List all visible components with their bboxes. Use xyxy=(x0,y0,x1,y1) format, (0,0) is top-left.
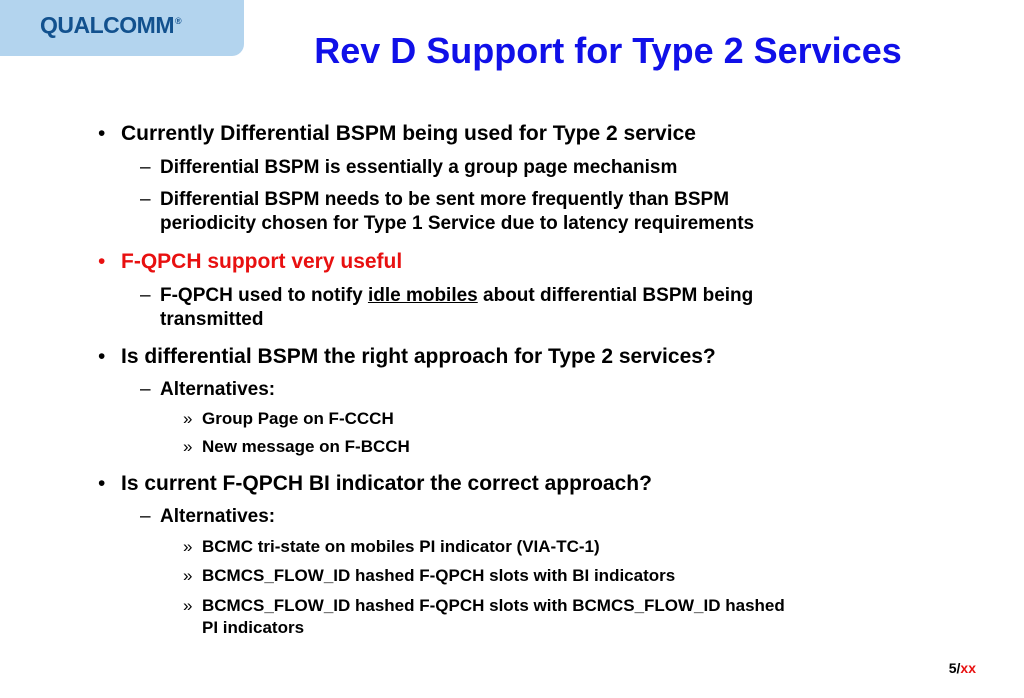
bullet-2-text: F-QPCH support very useful xyxy=(121,250,403,273)
raquo-marker: » xyxy=(183,537,193,556)
slide-title: Rev D Support for Type 2 Services xyxy=(314,30,902,71)
dash-marker: – xyxy=(140,379,151,400)
bullet-2-sub-1-pre: F-QPCH used to notify xyxy=(160,285,368,306)
raquo-marker: » xyxy=(183,437,193,456)
bullet-marker: • xyxy=(98,345,106,368)
idle-mobiles-underlined: idle mobiles xyxy=(367,285,478,306)
logo-text: QUALCOMM xyxy=(40,12,174,38)
bullet-2-sub-1-line-1 xyxy=(160,285,753,307)
bullet-3-text: Is differential BSPM the right approach for Type 2 services? xyxy=(121,345,716,368)
bullet-4-third-2: BCMCS_FLOW_ID hashed F-QPCH slots with BI indicators xyxy=(202,566,676,585)
registered-mark: ® xyxy=(174,16,182,27)
dash-marker: – xyxy=(140,506,151,527)
bullet-marker: • xyxy=(98,472,106,495)
bullet-4-third-3-line-2: PI indicators xyxy=(202,618,305,637)
bullet-1-sub-2-line-1: Differential BSPM needs to be sent more frequently than BSPM xyxy=(160,189,730,210)
bullet-2-sub-1-post: about differential BSPM being xyxy=(477,285,754,306)
dash-marker: – xyxy=(140,157,151,178)
raquo-marker: » xyxy=(183,596,193,615)
page-total: xx xyxy=(960,660,976,676)
bullet-1-sub-2-line-2: periodicity chosen for Type 1 Service due to latency requirements xyxy=(160,213,755,234)
page-number xyxy=(949,660,976,676)
bullet-4-sub-1: Alternatives: xyxy=(160,506,276,527)
dash-marker: – xyxy=(140,189,151,210)
bullet-4-third-1: BCMC tri-state on mobiles PI indicator (VIA-TC-1) xyxy=(202,537,600,556)
bullet-1-sub-1: Differential BSPM is essentially a group page mechanism xyxy=(160,157,678,178)
page-current: 5/ xyxy=(948,660,961,676)
bullet-3-third-1: Group Page on F-CCCH xyxy=(202,409,394,428)
bullet-4-third-3-line-1: BCMCS_FLOW_ID hashed F-QPCH slots with BCMCS_FLOW_ID hashed xyxy=(202,596,785,615)
bullet-3-sub-1: Alternatives: xyxy=(160,379,276,400)
bullet-1-text: Currently Differential BSPM being used for Type 2 service xyxy=(121,122,696,145)
raquo-marker: » xyxy=(183,566,193,585)
dash-marker: – xyxy=(140,285,151,306)
raquo-marker: » xyxy=(183,409,193,428)
bullet-marker: • xyxy=(98,250,106,273)
bullet-3-third-2: New message on F-BCCH xyxy=(202,437,410,456)
bullet-2-sub-1-line-2: transmitted xyxy=(160,309,264,330)
bullet-marker: • xyxy=(98,122,106,145)
bullet-4-text: Is current F-QPCH BI indicator the correct approach? xyxy=(121,472,652,495)
